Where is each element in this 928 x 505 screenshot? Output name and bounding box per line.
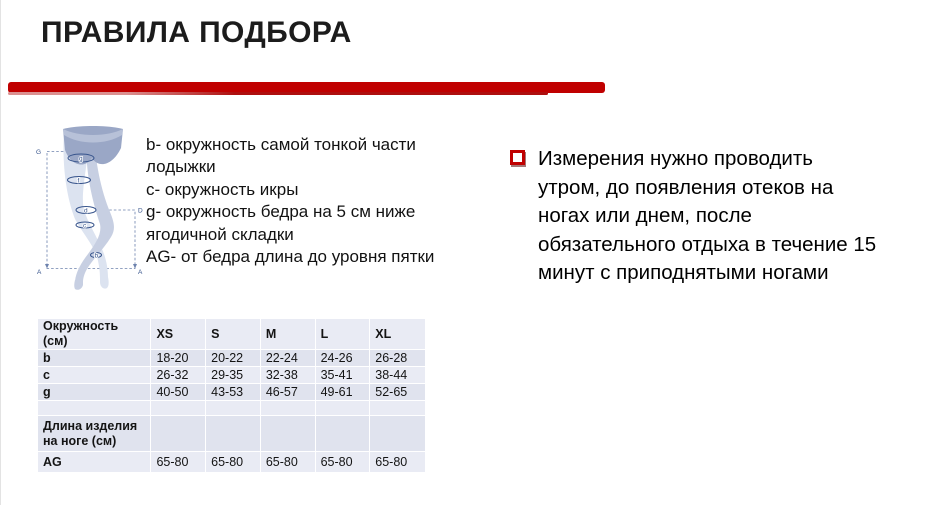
- cell: 18-20: [151, 350, 206, 367]
- accent-bar-secondary: [8, 92, 548, 95]
- cell: 65-80: [370, 452, 426, 473]
- col-header: XL: [370, 319, 426, 350]
- checkbox-bullet-icon: [510, 150, 525, 165]
- table-row: [38, 416, 426, 452]
- table-row: [38, 367, 426, 384]
- cell: 26-32: [151, 367, 206, 384]
- band-label-b: b: [94, 252, 99, 260]
- col-header: XS: [151, 319, 206, 350]
- corner-label-A-right: A: [138, 269, 143, 276]
- note-line: Измерения нужно проводить: [538, 147, 813, 170]
- cell: 38-44: [370, 367, 426, 384]
- foot-left: [74, 280, 83, 290]
- cell: 46-57: [260, 384, 315, 401]
- legend-line: c- окружность икры: [146, 179, 299, 199]
- cell: 65-80: [151, 452, 206, 473]
- cell: 52-65: [370, 384, 426, 401]
- table-row-empty: [38, 401, 426, 416]
- legend-line: лодыжки: [146, 157, 216, 177]
- legend-line: AG- от бедра длина до уровня пятки: [146, 247, 435, 267]
- cell: 22-24: [260, 350, 315, 367]
- arrow-left: [45, 264, 49, 269]
- cell: [370, 416, 426, 452]
- cell: [370, 401, 426, 416]
- cell: 40-50: [151, 384, 206, 401]
- row-label: b: [38, 350, 151, 367]
- row-label: AG: [38, 452, 151, 473]
- band-label-c: c: [83, 222, 87, 230]
- leg-measurement-diagram: [34, 124, 152, 294]
- measurement-legend: [146, 134, 491, 268]
- cell: [260, 416, 315, 452]
- cell: [151, 401, 206, 416]
- cell: [151, 416, 206, 452]
- corner-label-G: G: [36, 149, 42, 156]
- col-header: L: [315, 319, 370, 350]
- corner-label-A-left: A: [37, 269, 42, 276]
- cell: 43-53: [206, 384, 261, 401]
- col-header: S: [206, 319, 261, 350]
- note-line: обязательного отдыха в течение 15: [538, 232, 877, 256]
- cell: 65-80: [206, 452, 261, 473]
- cell: 20-22: [206, 350, 261, 367]
- table-row: [38, 452, 426, 473]
- cell: 35-41: [315, 367, 370, 384]
- cell: 65-80: [315, 452, 370, 473]
- cell: 24-26: [315, 350, 370, 367]
- table-header-row: [38, 319, 426, 350]
- cell: [206, 416, 261, 452]
- cell: [315, 416, 370, 452]
- table-row: [38, 384, 426, 401]
- col-header: Окружность (см): [38, 319, 151, 350]
- cell: [260, 401, 315, 416]
- row-label: c: [38, 367, 151, 384]
- size-table: [37, 318, 426, 473]
- band-label-f: f: [77, 177, 80, 185]
- row-label: g: [38, 384, 151, 401]
- band-label-g: g: [79, 155, 83, 163]
- cell: 65-80: [260, 452, 315, 473]
- cell: 26-28: [370, 350, 426, 367]
- legend-line: g- окружность бедра на 5 см ниже: [146, 202, 416, 222]
- col-header: M: [260, 319, 315, 350]
- cell: [315, 401, 370, 416]
- cell: [206, 401, 261, 416]
- corner-label-D: D: [138, 207, 143, 215]
- arrow-right: [133, 264, 137, 269]
- row-label: [38, 401, 151, 416]
- band-label-d: d: [84, 207, 88, 215]
- row-label: Длина изделия на ноге (см): [38, 416, 151, 452]
- note-line: минут с приподнятыми ногами: [538, 261, 829, 285]
- note-text: [538, 145, 910, 288]
- legend-line: b- окружность самой тонкой части: [146, 135, 416, 154]
- table-row: [38, 350, 426, 367]
- note-line: утром, до появления отеков на: [538, 175, 834, 199]
- cell: 29-35: [206, 367, 261, 384]
- note-line: ногах или днем, после: [538, 204, 752, 228]
- cell: 49-61: [315, 384, 370, 401]
- legend-line: ягодичной складки: [146, 224, 294, 244]
- page-title: ПРАВИЛА ПОДБОРА: [41, 16, 352, 49]
- panty: [63, 126, 123, 165]
- foot-right: [100, 277, 109, 289]
- cell: 32-38: [260, 367, 315, 384]
